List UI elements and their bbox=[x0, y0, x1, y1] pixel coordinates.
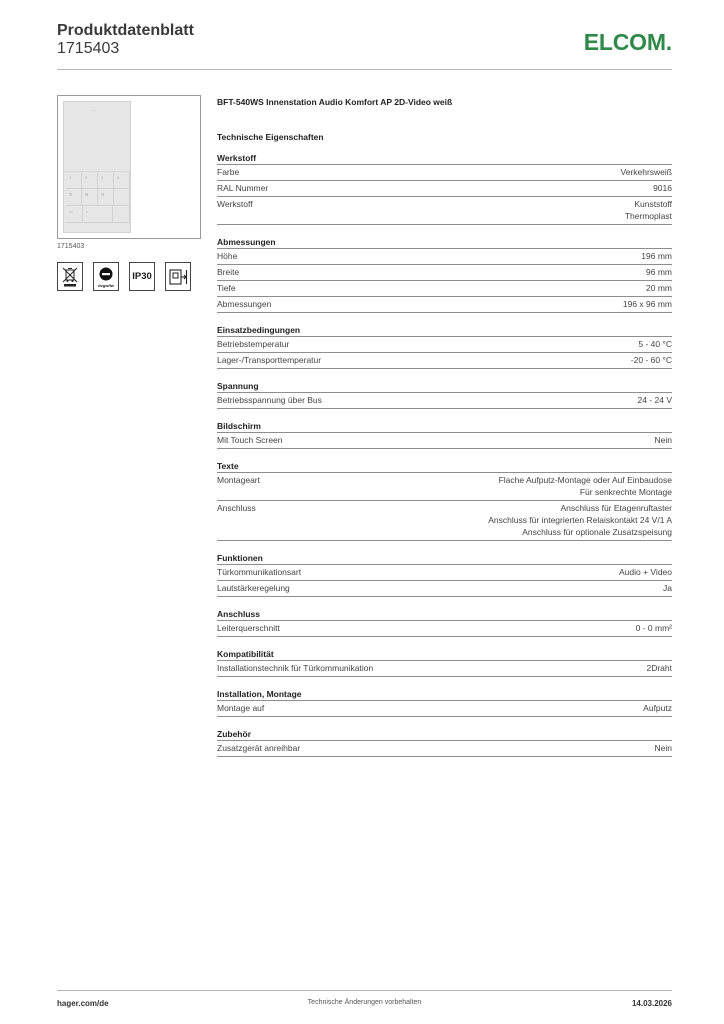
property-groups bbox=[217, 152, 672, 757]
group-title: Anschluss bbox=[217, 608, 672, 621]
device-button: ⊡ bbox=[66, 189, 82, 206]
property-label: Betriebsspannung über Bus bbox=[217, 395, 322, 405]
property-values bbox=[499, 474, 672, 498]
image-caption-number: 1715403 bbox=[57, 243, 85, 250]
property-label: Montage auf bbox=[217, 703, 265, 713]
article-number: 1715403 bbox=[57, 40, 120, 57]
property-value: Nein bbox=[654, 743, 672, 753]
property-value: Thermoplast bbox=[624, 211, 672, 221]
property-value: 2Draht bbox=[646, 663, 672, 673]
wall-mount-icon bbox=[165, 262, 191, 291]
product-details bbox=[217, 96, 672, 768]
property-label: Anschluss bbox=[217, 503, 256, 513]
property-row bbox=[217, 473, 672, 501]
product-image bbox=[57, 95, 201, 239]
property-values bbox=[653, 182, 672, 194]
property-row bbox=[217, 181, 672, 197]
property-label: Mit Touch Screen bbox=[217, 435, 283, 445]
property-values bbox=[619, 566, 672, 578]
group-title: Einsatzbedingungen bbox=[217, 324, 672, 337]
property-value: Nein bbox=[654, 435, 672, 445]
property-group bbox=[217, 236, 672, 313]
group-title: Funktionen bbox=[217, 552, 672, 565]
property-row bbox=[217, 165, 672, 181]
document-title: Produktdatenblatt bbox=[57, 22, 194, 39]
property-value: 9016 bbox=[653, 183, 672, 193]
dvgw-icon bbox=[93, 262, 119, 291]
property-value: Für senkrechte Montage bbox=[579, 487, 672, 497]
property-row bbox=[217, 265, 672, 281]
property-group bbox=[217, 552, 672, 597]
property-values bbox=[621, 166, 673, 178]
property-row bbox=[217, 337, 672, 353]
group-title: Werkstoff bbox=[217, 152, 672, 165]
property-value: 196 x 96 mm bbox=[622, 299, 672, 309]
property-label: Breite bbox=[217, 267, 240, 277]
ip-rating-label: IP30 bbox=[132, 271, 152, 282]
device-button: 2 bbox=[82, 172, 98, 189]
property-label: Installationstechnik für Türkommunikation bbox=[217, 663, 374, 673]
property-row bbox=[217, 565, 672, 581]
group-title: Spannung bbox=[217, 380, 672, 393]
product-name: BFT-540WS Innenstation Audio Komfort AP 2D-Video weiß bbox=[217, 97, 453, 107]
property-value: 20 mm bbox=[646, 283, 672, 293]
property-value: Anschluss für integrierten Relaiskontakt 24 V/1 A bbox=[488, 515, 672, 525]
property-values bbox=[638, 338, 672, 350]
property-label: Höhe bbox=[217, 251, 238, 261]
property-group bbox=[217, 420, 672, 449]
property-label: Lager-/Transporttemperatur bbox=[217, 355, 322, 365]
property-label: Werkstoff bbox=[217, 199, 253, 209]
property-group bbox=[217, 380, 672, 409]
property-value: 196 mm bbox=[641, 251, 672, 261]
footer-disclaimer: Technische Änderungen vorbehalten bbox=[307, 999, 422, 1006]
property-label: Betriebstemperatur bbox=[217, 339, 290, 349]
property-group bbox=[217, 688, 672, 717]
property-values bbox=[623, 298, 672, 310]
property-row bbox=[217, 501, 672, 541]
property-value: 5 - 40 °C bbox=[638, 339, 672, 349]
property-label: RAL Nummer bbox=[217, 183, 269, 193]
property-value: Ja bbox=[663, 583, 672, 593]
property-label: Abmessungen bbox=[217, 299, 272, 309]
property-value: Anschluss für optionale Zusatzspeisung bbox=[522, 527, 672, 537]
property-values bbox=[655, 434, 672, 446]
property-values bbox=[663, 582, 672, 594]
footer-date: 14.03.2026 bbox=[631, 999, 672, 1008]
property-value: Verkehrsweiß bbox=[620, 167, 672, 177]
property-group bbox=[217, 460, 672, 541]
property-row bbox=[217, 621, 672, 637]
group-title: Kompatibilität bbox=[217, 648, 672, 661]
property-values bbox=[643, 702, 672, 714]
property-group bbox=[217, 648, 672, 677]
property-value: -20 - 60 °C bbox=[630, 355, 672, 365]
ip-rating-icon bbox=[129, 262, 155, 291]
property-values bbox=[646, 662, 672, 674]
property-group bbox=[217, 152, 672, 225]
property-values bbox=[636, 622, 672, 634]
device-button: 1 bbox=[66, 172, 82, 189]
property-label: Montageart bbox=[217, 475, 260, 485]
property-label: Türkommunikationsart bbox=[217, 567, 302, 577]
property-values bbox=[631, 354, 672, 366]
dvgw-label: dvgw/fw bbox=[98, 283, 114, 288]
device-button-grid bbox=[66, 172, 130, 223]
property-values bbox=[646, 266, 672, 278]
device-button: ⊞ bbox=[82, 189, 98, 206]
property-values bbox=[646, 282, 672, 294]
group-title: Texte bbox=[217, 460, 672, 473]
property-values bbox=[488, 502, 672, 538]
page-header bbox=[57, 20, 672, 70]
property-row bbox=[217, 661, 672, 677]
property-label: Zusatzgerät anreihbar bbox=[217, 743, 301, 753]
property-value: 24 - 24 V bbox=[637, 395, 672, 405]
section-heading: Technische Eigenschaften bbox=[217, 132, 324, 142]
property-values bbox=[641, 250, 672, 262]
property-row bbox=[217, 581, 672, 597]
property-group bbox=[217, 608, 672, 637]
property-label: Lautstärkeregelung bbox=[217, 583, 290, 593]
device-button bbox=[114, 189, 130, 206]
property-label: Farbe bbox=[217, 167, 240, 177]
device-button: ⊟ bbox=[98, 189, 114, 206]
group-title: Bildschirm bbox=[217, 420, 672, 433]
property-group bbox=[217, 728, 672, 757]
certification-icons bbox=[57, 262, 191, 291]
device-speaker-area bbox=[64, 102, 130, 172]
weee-crossed-bin-icon bbox=[57, 262, 83, 291]
property-row bbox=[217, 433, 672, 449]
page-footer bbox=[57, 990, 672, 1012]
intercom-device-illustration bbox=[63, 101, 131, 233]
property-label: Tiefe bbox=[217, 283, 236, 293]
property-group bbox=[217, 324, 672, 369]
device-button bbox=[113, 206, 130, 223]
property-label: Leiterquerschnitt bbox=[217, 623, 280, 633]
property-value: Anschluss für Etagenruftaster bbox=[560, 503, 672, 513]
device-button: 3 bbox=[98, 172, 114, 189]
device-brand-mark: ─ bbox=[92, 108, 95, 113]
property-value: 0 - 0 mm² bbox=[635, 623, 672, 633]
elcom-logo: ELCOM. bbox=[583, 29, 672, 55]
device-button: ▭ bbox=[66, 206, 83, 223]
property-row bbox=[217, 393, 672, 409]
footer-website: hager.com/de bbox=[57, 999, 109, 1008]
property-value: 96 mm bbox=[646, 267, 672, 277]
property-row bbox=[217, 701, 672, 717]
property-values bbox=[625, 198, 672, 222]
property-row bbox=[217, 297, 672, 313]
device-button: ◐ bbox=[83, 206, 113, 223]
group-title: Zubehör bbox=[217, 728, 672, 741]
property-row bbox=[217, 353, 672, 369]
property-row bbox=[217, 741, 672, 757]
property-value: Aufputz bbox=[643, 703, 672, 713]
group-title: Abmessungen bbox=[217, 236, 672, 249]
group-title: Installation, Montage bbox=[217, 688, 672, 701]
property-values bbox=[638, 394, 673, 406]
property-value: Kunststoff bbox=[634, 199, 672, 209]
property-row bbox=[217, 281, 672, 297]
property-value: Flache Aufputz-Montage oder Auf Einbaudose bbox=[498, 475, 672, 485]
property-value: Audio + Video bbox=[618, 567, 672, 577]
device-button: 4 bbox=[114, 172, 130, 189]
property-values bbox=[655, 742, 672, 754]
property-row bbox=[217, 197, 672, 225]
property-row bbox=[217, 249, 672, 265]
